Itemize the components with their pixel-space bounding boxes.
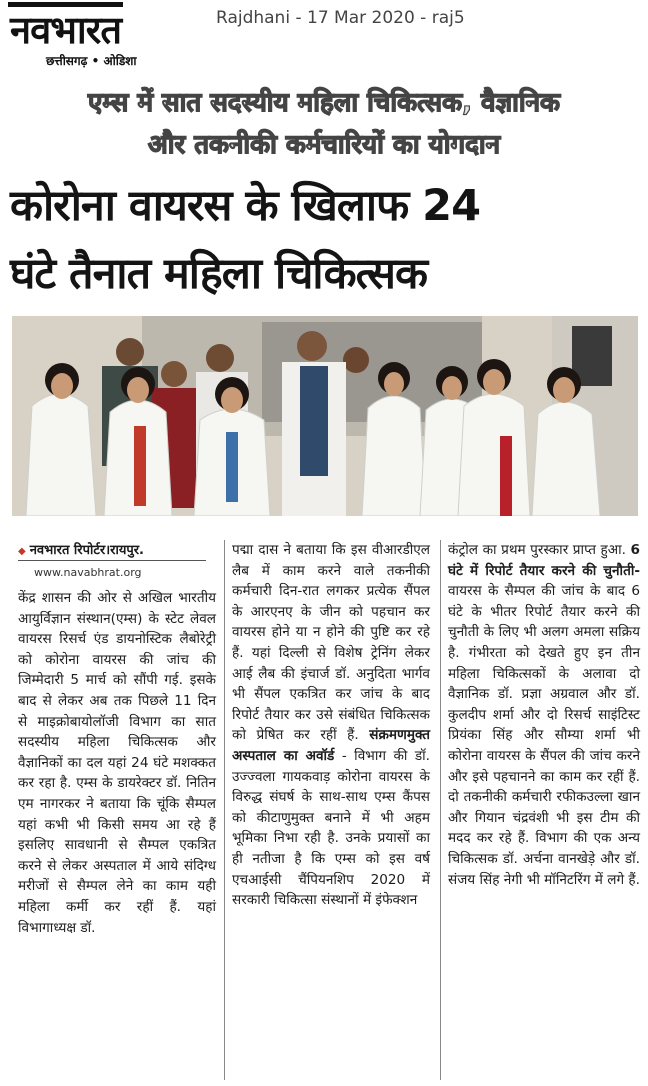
subhead-award: संक्रमणमुक्त अस्पताल का अवॉर्ड: [232, 727, 430, 764]
edition-line: Rajdhani - 17 Mar 2020 - raj5: [216, 8, 465, 28]
logo-text: नवभारत: [8, 2, 123, 53]
subhead-report-challenge: 6 घंटे में रिपोर्ट तैयार करने की चुनौती-: [448, 542, 640, 579]
column-divider-1: [224, 540, 225, 1080]
article-column-2: [232, 540, 430, 911]
byline-divider: [18, 560, 206, 561]
column-2-text-a: पद्मा दास ने बताया कि इस वीआरडीएल लैब में काम करने वाले तकनीकी कर्मचारी दिन-रात लगकर प्रत्येक सैंपल के आरएनए के जीन को पहचान कर वायरस होने या न होने की पुष्टि कर रहे हैं. यहां दिल्ली से विशेष ट्रेनिंग लेकर आई लैब की इंचार्ज डॉ. अनुदिता भार्गव भी सैंपल एकत्रित कर जांच के बाद रिपोर्ट तैयार कर उसे संबंधित चिकित्सक को प्रेषित कर रहीं हैं.: [232, 542, 430, 744]
headline-line-1: कोरोना वायरस के खिलाफ 24: [10, 181, 481, 231]
logo-subtitle: छत्तीसगढ़ • ओडिशा: [46, 54, 137, 68]
byline-text: नवभारत रिपोर्टर।रायपुर.: [29, 543, 144, 558]
headline-line-2: घंटे तैनात महिला चिकित्सक: [10, 249, 427, 299]
group-photo-illustration: [12, 316, 638, 516]
diamond-bullet-icon: ◆: [18, 546, 26, 557]
main-headline: [10, 172, 646, 308]
article-column-3: [448, 540, 640, 890]
column-3-text-a: कंट्रोल का प्रथम पुरस्कार प्राप्त हुआ.: [448, 542, 626, 558]
website-link[interactable]: www.navabhrat.org: [34, 566, 142, 579]
kicker-headline: [0, 82, 648, 166]
column-3-text-b: वायरस के सैम्पल की जांच के बाद 6 घंटे के भीतर रिपोर्ट तैयार करने की चुनौती के लिए भी अलग अमला सक्रिय है. गंभीरता को देखते हुए इन तीन महिला चिकित्सकों के अलावा दो वैज्ञानिक डॉ. प्रज्ञा अग्रवाल और डॉ. कुलदीप शर्मा और दो रिसर्च साइंटिस्ट प्रियंका सिंह और सौम्या शर्मा भी कोरोना वायरस के सैंपल की जांच करने और इसे पहचानने का काम कर रहीं हैं. दो तकनीकी कर्मचारी रफीकउल्ला खान और गियान चंद्रवंशी भी इस टीम की मदद कर रहे हैं. विभाग की एक अन्य चिकित्सक डॉ. अर्चना वानखेड़े और डॉ. संजय सिंह नेगी भी मॉनिटरिंग में लगे हैं.: [448, 583, 640, 888]
column-1-text: केंद्र शासन की ओर से अखिल भारतीय आयुर्विज्ञान संस्थान(एम्स) के स्टेट लेवल वायरस रिसर्च एंड डायनोस्टिक लैबोरेट्री को कोरोना वायरस की जांच की जिम्मेदारी 5 मार्च को सौंपी गई. इसके बाद से लेकर अब तक पिछले 11 दिन से माइक्रोबायोलॉजी विभाग का सात सदस्यीय महिला चिकित्सक और वैज्ञानिकों का दल यहां 24 घंटे मशक्कत कर रहा है. एम्स के डायरेक्टर डॉ. नितिन एम नागरकर ने बताया कि चूंकि सैम्पल यहां कभी भी किसी समय आ रहे हैं इसलिए सावधानी से सैम्पल एकत्रित करने से लेकर अस्पताल में आये संदिग्ध मरीजों से सैम्पल लेने का काम यही महिला कर्मी कर रहीं हैं. यहां विभागाध्यक्ष डॉ.: [18, 590, 216, 936]
column-divider-2: [440, 540, 441, 1080]
column-2-text: [232, 540, 430, 911]
column-2-text-b: - विभाग की डॉ. उज्ज्वला गायकवाड़ कोरोना वायरस के विरुद्ध संघर्ष के साथ-साथ एम्स कैंपस को कीटाणुमुक्त बनाने में भी अहम भूमिका निभा रही है. उनके प्रयासों का ही नतीजा है कि एम्स को इस वर्ष एचआईसी चैंपियनशिप 2020 में सरकारी चिकित्सा संस्थानों में इंफेक्शन: [232, 747, 430, 909]
masthead: [0, 0, 648, 72]
newspaper-logo: [8, 2, 198, 54]
group-photo: [12, 316, 638, 516]
article-column-1: [18, 588, 216, 938]
kicker-line-1: एम्स में सात सदस्यीय महिला चिकित्सक, वैज्ञानिक: [87, 88, 561, 118]
kicker-line-2: और तकनीकी कर्मचारियों का योगदान: [147, 130, 501, 160]
byline: [18, 540, 218, 558]
column-3-text: [448, 540, 640, 890]
